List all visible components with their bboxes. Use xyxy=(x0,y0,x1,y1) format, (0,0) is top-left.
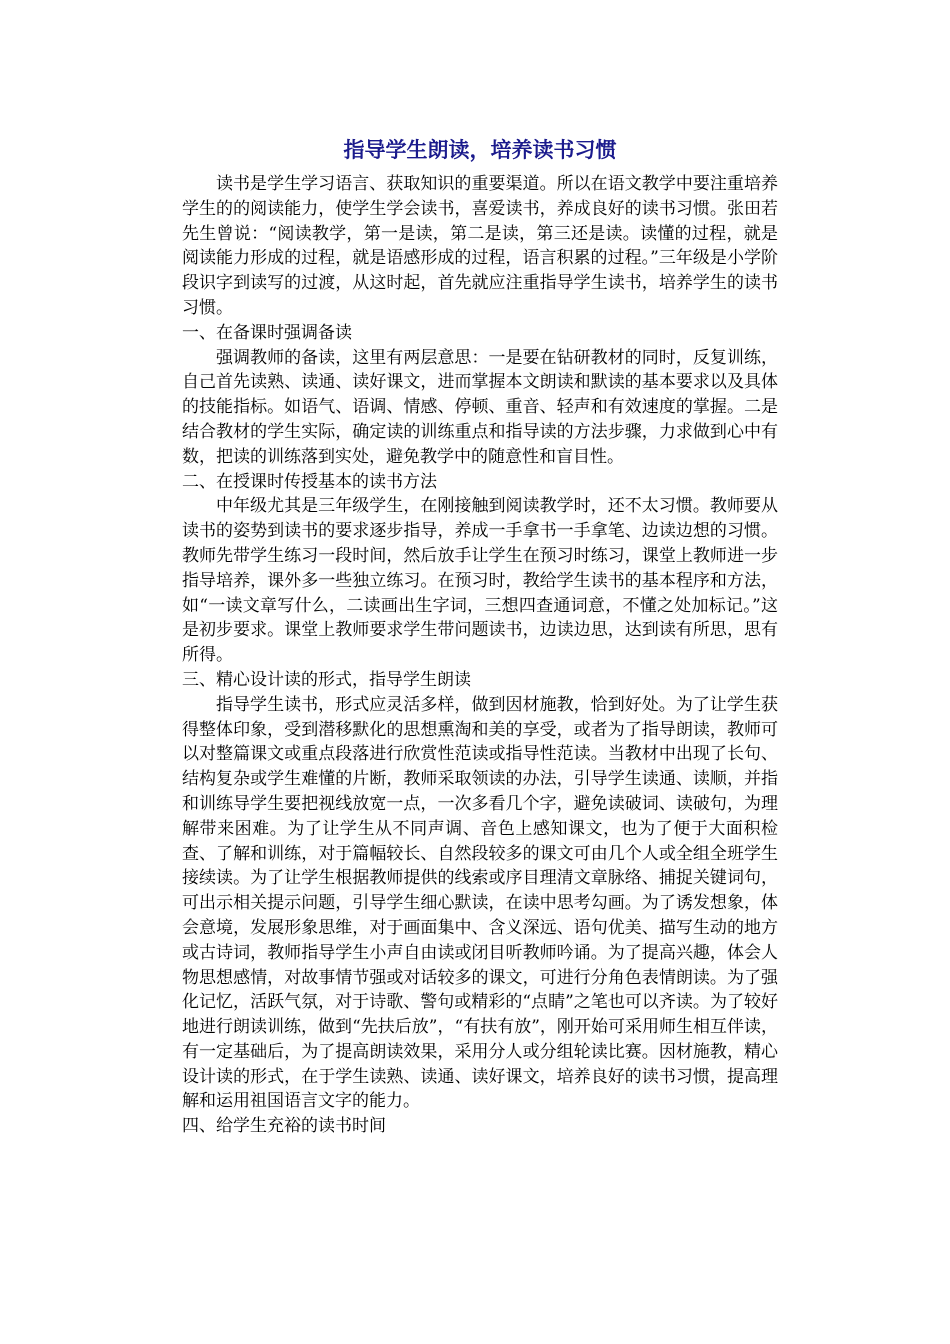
section-3-body: 指导学生读书，形式应灵活多样，做到因材施教，恰到好处。为了让学生获得整体印象，受到潜移默化的思想熏淘和美的享受，或者为了指导朗读，教师可以对整篇课文或重点段落进行欣赏性范读或指导性范读。当教材中出现了长句、结构复杂或学生难懂的片断，教师采取领读的办法，引导学生读通、读顺，并指和训练导学生要把视线放宽一点，一次多看几个字，避免读破词、读破句，为理解带来困难。为了让学生从不同声调、音色上感知课文，也为了便于大面积检查、了解和训练，对于篇幅较长、自然段较多的课文可由几个人或全组全班学生接续读。为了让学生根据教师提供的线索或序目理清文章脉络、捕捉关键词句，可出示相关提示问题，引导学生细心默读，在读中思考勾画。为了诱发想象，体会意境，发展形象思维，对于画面集中、含义深远、语句优美、描写生动的地方或古诗词，教师指导学生小声自由读或闭目听教师吟诵。为了提高兴趣，体会人物思想感情，对故事情节强或对话较多的课文，可进行分角色表情朗读。为了强化记忆，活跃气氛，对于诗歌、警句或精彩的“点睛”之笔也可以齐读。为了较好地进行朗读训练，做到“先扶后放”，“有扶有放”，刚开始可采用师生相互伴读，有一定基础后，为了提高朗读效果，采用分人或分组轮读比赛。因材施教，精心设计读的形式，在于学生读熟、读通、读好课文，培养良好的读书习惯，提高理解和运用祖国语言文字的能力。 xyxy=(182,694,778,1112)
section-2-body: 中年级尤其是三年级学生，在刚接触到阅读教学时，还不太习惯。教师要从读书的姿势到读书的要求逐步指导，养成一手拿书一手拿笔、边读边想的习惯。教师先带学生练习一段时间，然后放手让学生在预习时练习，课堂上教师进一步指导培养，课外多一些独立练习。在预习时，教给学生读书的基本程序和方法，如“一读文章写什么，二读画出生字词，三想四查通词意，不懂之处加标记。”这是初步要求。课堂上教师要求学生带问题读书，边读边思，达到读有所思，思有所得。 xyxy=(182,496,778,666)
section-3-heading: 三、精心设计读的形式，指导学生朗读 xyxy=(182,669,471,690)
section-1-heading: 一、在备课时强调备读 xyxy=(182,322,352,343)
document-page xyxy=(182,128,778,1139)
section-2-heading: 二、在授课时传授基本的读书方法 xyxy=(182,471,437,492)
intro-paragraph: 读书是学生学习语言、获取知识的重要渠道。所以在语文教学中要注重培养学生的的阅读能力，使学生学会读书，喜爱读书，养成良好的读书习惯。张田若先生曾说：“阅读教学，第一是读，第二是读，第三还是读。读懂的过程，就是阅读能力形成的过程，就是语感形成的过程，语言积累的过程。”三年级是小学阶段识字到读写的过渡，从这时起，首先就应注重指导学生读书，培养学生的读书习惯。 xyxy=(182,174,778,318)
section-4-heading: 四、给学生充裕的读书时间 xyxy=(182,1116,386,1137)
section-1-body: 强调教师的备读，这里有两层意思：一是要在钻研教材的同时，反复训练，自己首先读熟、读通、读好课文，进而掌握本文朗读和默读的基本要求以及具体的技能指标。如语气、语调、情感、停顿、重音、轻声和有效速度的掌握。二是结合教材的学生实际，确定读的训练重点和指导读的方法步骤，力求做到心中有数，把读的训练落到实处，避免教学中的随意性和盲目性。 xyxy=(182,347,778,467)
document-title: 指导学生朗读，培养读书习惯 xyxy=(343,138,617,162)
